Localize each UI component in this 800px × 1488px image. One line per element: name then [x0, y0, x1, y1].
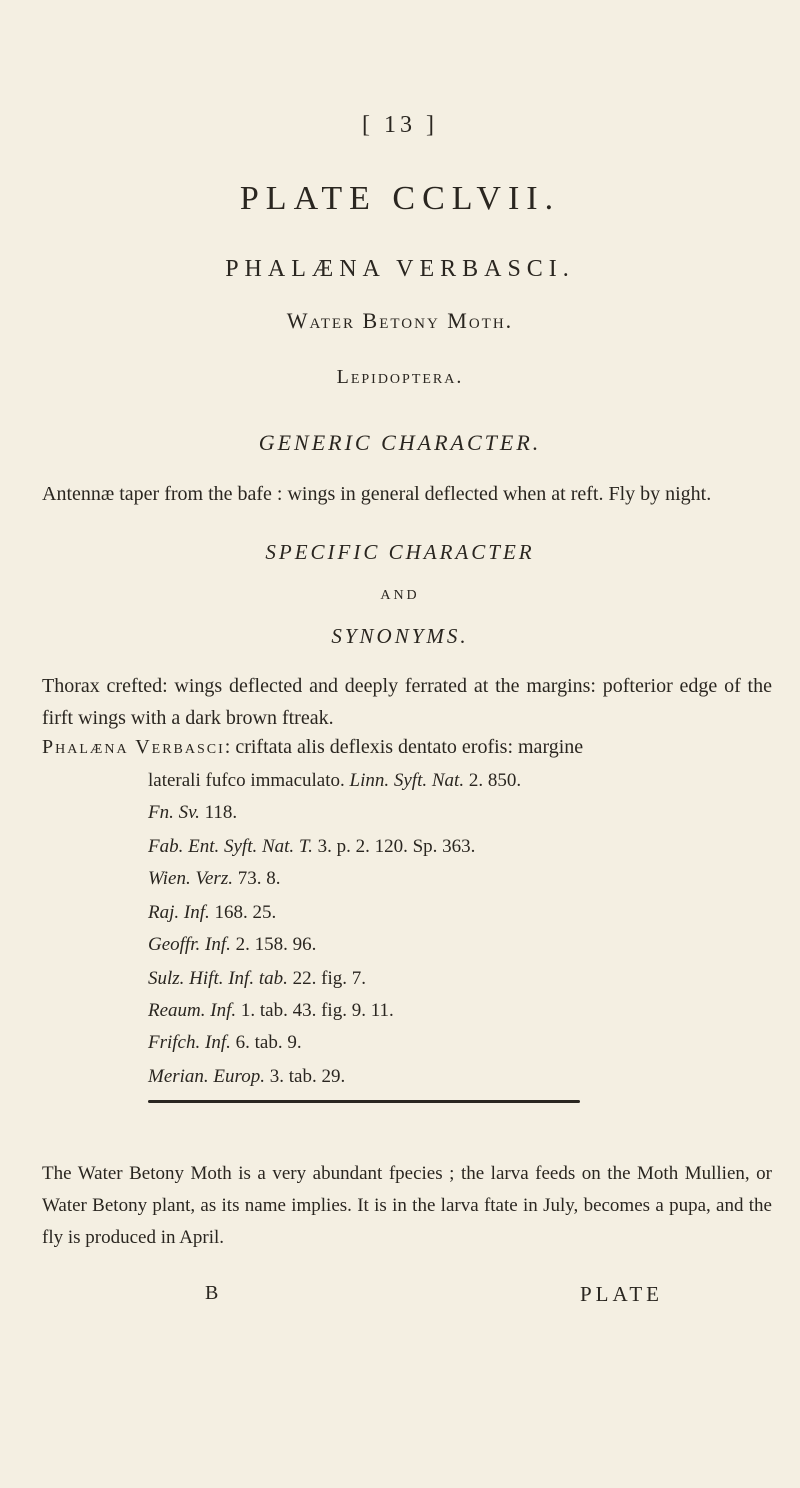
synonym-author: Raj. Inf. [148, 902, 210, 923]
synonym-author: Fab. Ent. Syft. Nat. T. [148, 836, 313, 857]
synonym-reference [148, 1032, 302, 1054]
synonym-reference [148, 1000, 394, 1022]
page-number: [ 13 ] [362, 112, 438, 138]
linnaeus-reference: Linn. Syft. Nat. [349, 770, 465, 791]
species-name: PHALÆNA VERBASCI. [225, 256, 575, 282]
generic-character-heading: GENERIC CHARACTER. [258, 430, 542, 455]
synonym-author: Sulz. Hift. Inf. tab. [148, 968, 288, 989]
synonym-reference [148, 934, 316, 956]
section-divider [148, 1100, 580, 1103]
and-label: AND [380, 588, 420, 603]
synonym-reference [148, 1066, 345, 1088]
catchword: PLATE [580, 1282, 663, 1306]
signature-mark: B [205, 1282, 219, 1304]
synonym-reference [148, 836, 475, 858]
linnaeus-numbers: 2. 850. [464, 770, 522, 791]
synonym-reference [148, 968, 366, 990]
synonym-author: Reaum. Inf. [148, 1000, 237, 1021]
synonymy-description-line2: laterali fufco immaculato. [148, 770, 350, 791]
specific-character-heading: SPECIFIC CHARACTER [265, 540, 535, 564]
generic-character-text: Antennæ taper from the bafe : wings in general deflected when at reft. Fly by night. [42, 483, 712, 505]
common-name: Water Betony Moth. [286, 308, 514, 333]
synonym-author: Frifch. Inf. [148, 1032, 231, 1053]
synonym-reference [148, 868, 280, 890]
order-name: Lepidoptera. [336, 366, 464, 388]
synonym-author: Fn. Sv. [148, 802, 200, 823]
synonym-author: Merian. Europ. [148, 1066, 265, 1087]
plate-title: PLATE CCLVII. [239, 180, 561, 217]
synonymy-description-line1: : criftata alis deflexis dentato erofis: margine [224, 736, 584, 758]
synonym-reference [148, 902, 276, 924]
synonyms-heading: SYNONYMS. [331, 624, 469, 648]
synonym-author: Wien. Verz. [148, 868, 233, 889]
synonym-citation: 73. 8. [232, 868, 281, 889]
specific-character-text: Thorax crefted: wings deflected and deeply ferrated at the margins: pofterior edge of the firft wings with a dark brown ftreak. [42, 675, 772, 729]
synonym-citation: 6. tab. 9. [230, 1032, 302, 1053]
synonym-citation: 168. 25. [209, 902, 277, 923]
synonym-citation: 118. [199, 802, 238, 823]
synonymy-first-line [42, 736, 583, 759]
synonym-citation: 1. tab. 43. fig. 9. 11. [236, 1000, 394, 1021]
synonym-author: Geoffr. Inf. [148, 934, 231, 955]
synonym-citation: 3. tab. 29. [264, 1066, 346, 1087]
synonym-citation: 22. fig. 7. [287, 968, 366, 989]
synonym-citation: 2. 158. 96. [230, 934, 317, 955]
synonym-reference [148, 802, 237, 824]
synonymy-species-name: Phalæna Verbasci [42, 736, 225, 758]
synonymy-second-line [148, 770, 521, 792]
synonym-citation: 3. p. 2. 120. Sp. 363. [312, 836, 476, 857]
description-paragraph: The Water Betony Moth is a very abundant fpecies ; the larva feeds on the Moth Mullien, or Water Betony plant, as its name implies. It is in the larva ftate in July, becomes a pupa, and the fly is produced in April. [42, 1163, 772, 1248]
